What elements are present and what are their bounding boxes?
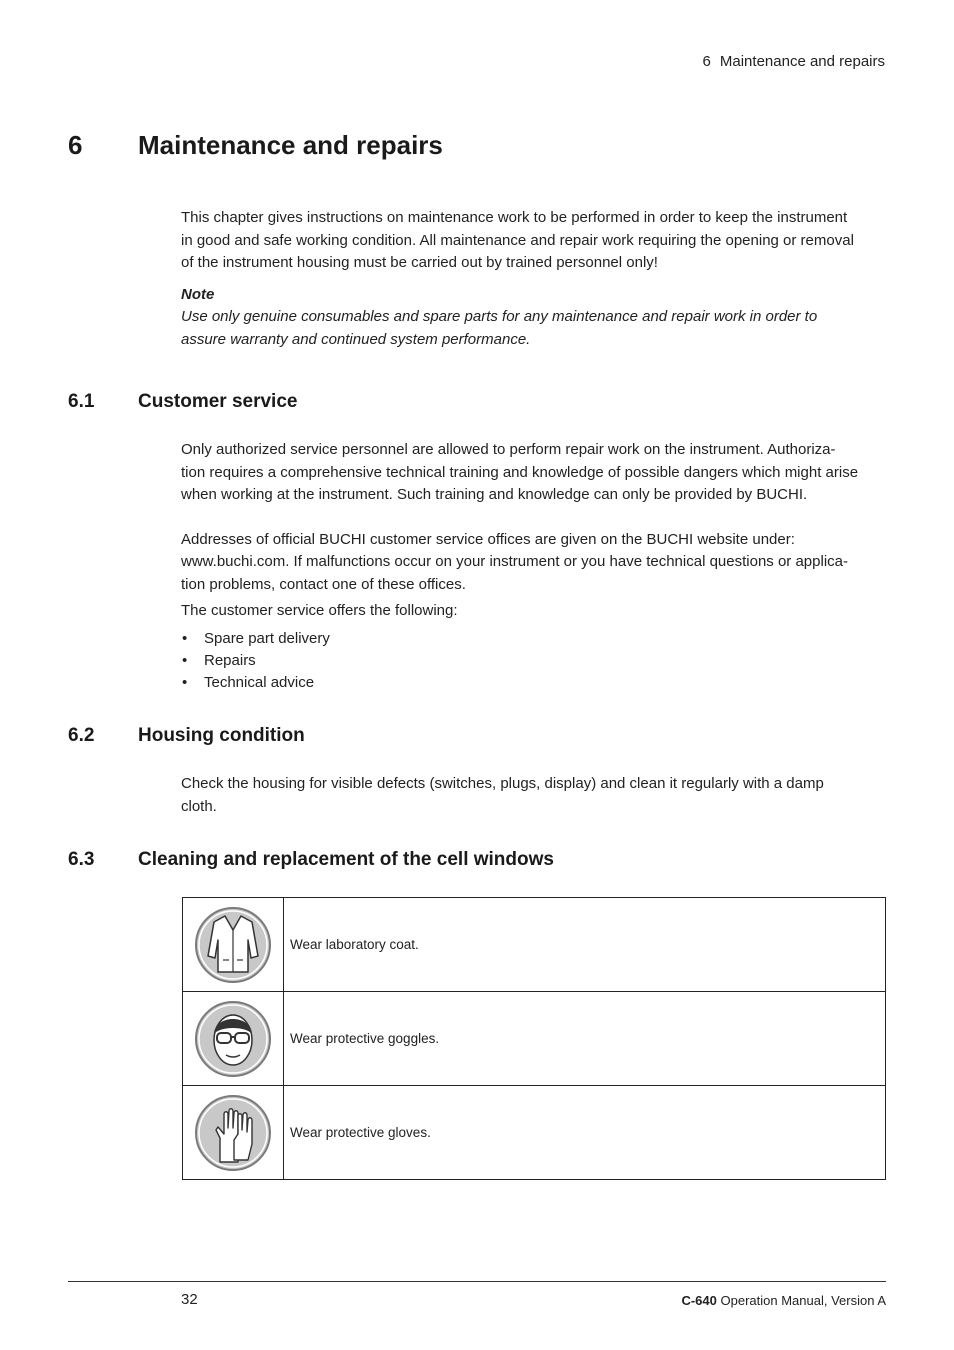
paragraph-line: Check the housing for visible defects (switches, plugs, display) and clean it regularly with a damp (181, 775, 824, 792)
ppe-icon-cell (183, 992, 284, 1086)
ppe-table (182, 897, 886, 1180)
footer-model: C-640 (681, 1293, 717, 1308)
customer-service-body (181, 439, 887, 694)
ppe-text: Wear protective gloves. (284, 1086, 886, 1180)
paragraph-line: tion requires a comprehensive technical training and knowledge of possible dangers which might arise (181, 463, 859, 481)
goggles-icon (194, 1000, 272, 1078)
paragraph-line: Addresses of official BUCHI customer service offices are given on the BUCHI website under: (181, 530, 795, 548)
table-row (183, 898, 886, 992)
note-line: Use only genuine consumables and spare parts for any maintenance and repair work in order to (181, 308, 818, 325)
list-item: • Technical advice (181, 672, 887, 694)
page-number: 32 (181, 1291, 198, 1308)
note-label: Note (181, 285, 215, 303)
section-number: 6.3 (68, 849, 95, 870)
ppe-text: Wear laboratory coat. (284, 898, 886, 992)
section-title: Housing condition (138, 725, 305, 746)
ppe-icon-cell (183, 1086, 284, 1180)
section-number: 6.2 (68, 725, 95, 746)
footer-rule (68, 1281, 886, 1282)
housing-body (181, 773, 887, 818)
section-number: 6.1 (68, 391, 95, 412)
paragraph-line: www.buchi.com. If malfunctions occur on your instrument or you have technical questions or applica- (181, 553, 848, 570)
footer-manual-text: Operation Manual, Version A (716, 1293, 886, 1308)
section-title: Cleaning and replacement of the cell windows (138, 849, 554, 870)
ppe-icon-cell (183, 898, 284, 992)
paragraph-line: when working at the instrument. Such training and knowledge can only be provided by BUCHI. (181, 486, 808, 503)
list-item: • Repairs (181, 650, 887, 672)
intro-line: This chapter gives instructions on maintenance work to be performed in order to keep the instrument (181, 209, 848, 226)
chapter-title: Maintenance and repairs (138, 130, 443, 160)
paragraph-line: tion problems, contact one of these offices. (181, 575, 466, 593)
offers-list (181, 628, 887, 694)
running-header-title: Maintenance and repairs (719, 53, 885, 70)
running-header-number: 6 (702, 53, 711, 70)
intro-line: of the instrument housing must be carried out by trained personnel only! (181, 254, 658, 271)
list-item: • Spare part delivery (181, 628, 887, 650)
note-line: assure warranty and continued system performance. (181, 330, 531, 348)
section-title: Customer service (138, 391, 298, 412)
lab-coat-icon (194, 906, 272, 984)
intro-line: in good and safe working condition. All maintenance and repair work requiring the opening or removal (181, 231, 854, 249)
paragraph-line: cloth. (181, 797, 217, 815)
chapter-intro (181, 207, 887, 351)
running-header (703, 53, 885, 70)
table-row (183, 1086, 886, 1180)
paragraph-line: Only authorized service personnel are allowed to perform repair work on the instrument. Authoriza- (181, 441, 836, 458)
ppe-text: Wear protective goggles. (284, 992, 886, 1086)
gloves-icon (194, 1094, 272, 1172)
footer-manual-title (681, 1293, 886, 1308)
table-row (183, 992, 886, 1086)
chapter-number: 6 (68, 130, 83, 160)
offers-intro: The customer service offers the following: (181, 602, 458, 619)
